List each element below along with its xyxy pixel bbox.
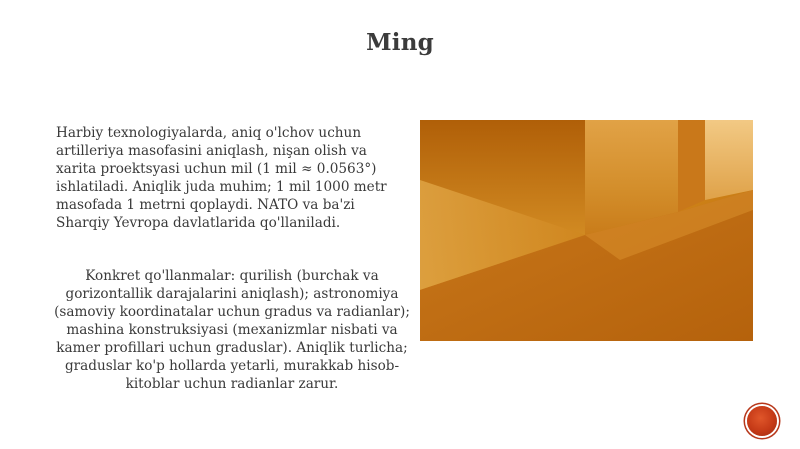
abstract-architecture-icon: [420, 120, 753, 341]
slide-title: Ming: [366, 29, 434, 56]
next-slide-button[interactable]: [747, 406, 777, 436]
body-paragraph-2: Konkret qo'llanmalar: qurilish (burchak va gorizontallik darajalarini aniqlash); astronomiya (samoviy koordinatalar uchun gradus va radianlar); mashina konstruksiyasi (mexanizmlar nisbati va kamer profillari uchun graduslar). Aniqlik turlicha; graduslar ko'p hollarda yetarli, murakkab hisob-kitoblar uchun radianlar zarur.: [54, 268, 410, 392]
body-paragraph-1: Harbiy texnologiyalarda, aniq o'lchov uchun artilleriya masofasini aniqlash, nişan olish va xarita proektsyasi uchun mil (1 mil ≈ 0.0563°) ishlatiladi. Aniqlik juda muhim; 1 mil 1000 metr masofada 1 metrni qoplaydi. NATO va ba'zi Sharqiy Yevropa davlatlarida qo'llaniladi.: [56, 125, 387, 231]
abstract-orange-image: [420, 120, 753, 341]
